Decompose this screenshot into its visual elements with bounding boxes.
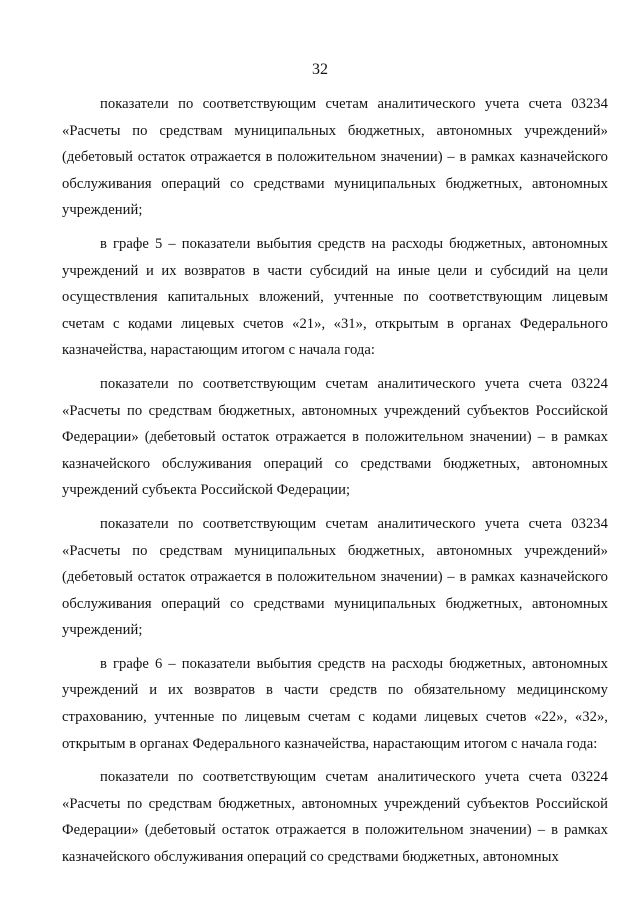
document-body [62,91,608,878]
paragraph: показатели по соответствующим счетам аналитического учета счета 03224 «Расчеты по средствам бюджетных, автономных учреждений субъектов Российской Федерации» (дебетовый остаток отражается в положительном значении) – в рамках казначейского обслуживания операций со средствами бюджетных, автономных учреждений субъекта Российской Федерации; [62,375,608,499]
page-number: 32 [312,61,328,78]
paragraph: показатели по соответствующим счетам аналитического учета счета 03224 «Расчеты по средствам бюджетных, автономных учреждений субъектов Российской Федерации» (дебетовый остаток отражается в положительном значении) – в рамках казначейского обслуживания операций со средствами бюджетных, автономных [62,769,608,866]
paragraph: показатели по соответствующим счетам аналитического учета счета 03234 «Расчеты по средствам муниципальных бюджетных, автономных учреждений» (дебетовый остаток отражается в положительном значении) – в рамках казначейского обслуживания операций со средствами муниципальных бюджетных, автономных учреждений; [62,96,608,219]
paragraph: в графе 5 – показатели выбытия средств на расходы бюджетных, автономных учреждений и их возвратов в части субсидий на иные цели и субсидий на цели осуществления капитальных вложений, учтенные по соответствующим лицевым счетам с кодами лицевых счетов «21», «31», открытым в органах Федерального казначейства, нарастающим итогом с начала года: [62,235,608,359]
paragraph: в графе 6 – показатели выбытия средств на расходы бюджетных, автономных учреждений и их возвратов в части средств по обязательному медицинскому страхованию, учтенные по лицевым счетам с кодами лицевых счетов «22», «32», открытым в органах Федерального казначейства, нарастающим итогом с начала года: [62,655,608,752]
paragraph: показатели по соответствующим счетам аналитического учета счета 03234 «Расчеты по средствам муниципальных бюджетных, автономных учреждений» (дебетовый остаток отражается в положительном значении) – в рамках казначейского обслуживания операций со средствами муниципальных бюджетных, автономных учреждений; [62,515,608,639]
